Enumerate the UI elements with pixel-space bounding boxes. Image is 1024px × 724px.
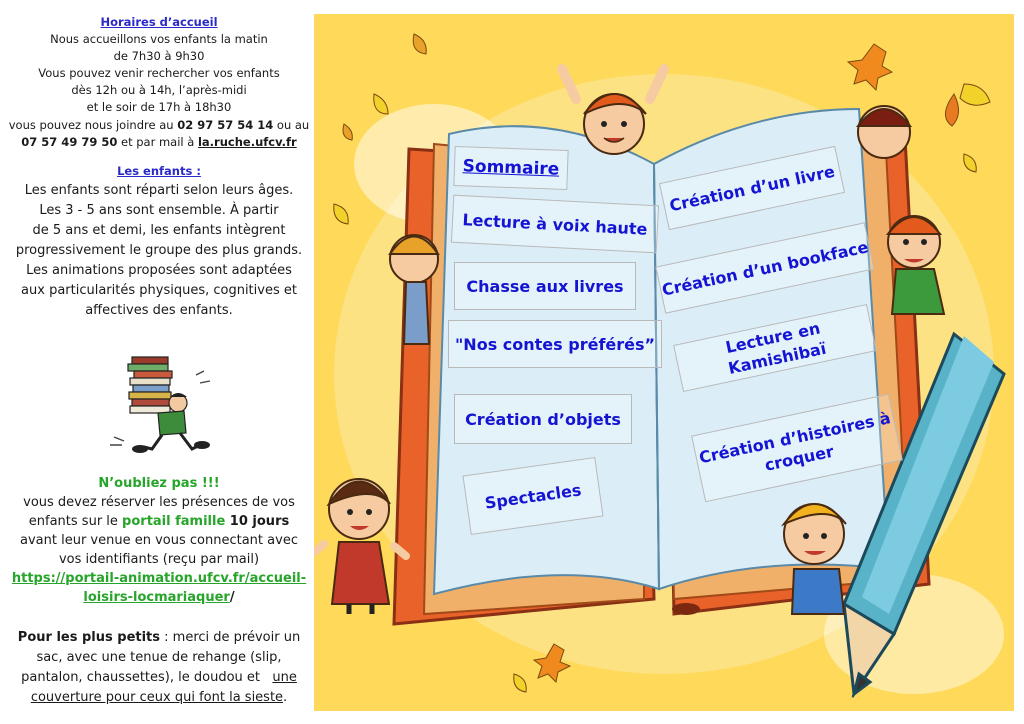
- contents-item-creation-livre[interactable]: Création d’un livre: [659, 146, 845, 230]
- boy-carrying-books-illustration: [100, 345, 218, 463]
- horaires-line: et le soir de 17h à 18h30: [86, 100, 232, 114]
- horaires-line: Vous pouvez venir rechercher vos enfants: [38, 66, 280, 80]
- oubliez-heading: N’oubliez pas !!!: [98, 476, 220, 491]
- portal-url-link-2[interactable]: loisirs-locmariaquer/: [83, 590, 235, 605]
- contact-line: vous pouvez nous joindre au 02 97 57 54 14 ou au: [8, 118, 310, 132]
- petits-line: sac, avec une tenue de rehange (slip,: [36, 650, 282, 665]
- sommaire-title: Sommaire: [453, 146, 568, 190]
- horaires-line: Nous accueillons vos enfants la matin: [50, 32, 268, 46]
- enfants-heading: Les enfants :: [117, 164, 201, 178]
- contents-item-lecture-voix-haute[interactable]: Lecture à voix haute: [451, 195, 659, 254]
- horaires-line: de 7h30 à 9h30: [113, 49, 205, 63]
- enfants-line: Les enfants sont réparti selon leurs âges.: [24, 183, 294, 198]
- phone-1: 02 97 57 54 14: [177, 118, 274, 132]
- horaires-line: dès 12h ou à 14h, l’après-midi: [71, 83, 247, 97]
- enfants-line: Les animations proposées sont adaptées: [26, 263, 292, 278]
- contents-item-creation-objets[interactable]: Création d’objets: [454, 394, 632, 444]
- oubliez-line: enfants sur le portail famille 10 jours: [28, 514, 290, 529]
- contents-item-spectacles[interactable]: Spectacles: [462, 457, 603, 535]
- book-background-illustration: [314, 14, 1014, 711]
- email-link[interactable]: la.ruche.ufcv.fr: [197, 135, 297, 149]
- enfants-line: aux particularités physiques, cognitives et: [21, 283, 297, 298]
- portail-famille: portail famille: [122, 514, 226, 529]
- contents-item-kamishibai[interactable]: Lecture en Kamishibaï: [673, 304, 877, 392]
- sommaire-illustration: [314, 14, 1014, 711]
- enfants-line: Les 3 - 5 ans sont ensemble. À partir: [39, 203, 279, 218]
- oubliez-line: vous devez réserver les présences de vos: [23, 495, 295, 510]
- contents-item-creation-histoires[interactable]: Création d’histoires à croquer: [691, 394, 903, 503]
- contents-item-creation-bookface[interactable]: Création d’un bookface: [655, 222, 874, 313]
- info-column: [0, 0, 318, 724]
- oubliez-line: avant leur venue en vous connectant avec: [20, 533, 298, 548]
- enfants-line: progressivement le groupe des plus grands.: [15, 243, 303, 258]
- enfants-line: de 5 ans et demi, les enfants intègrent: [32, 223, 286, 238]
- portal-url-link[interactable]: https://portail-animation.ufcv.fr/accueil-: [11, 571, 307, 586]
- contents-item-chasse-aux-livres[interactable]: Chasse aux livres: [454, 262, 636, 310]
- contact-line-2: 07 57 49 79 50 et par mail à la.ruche.ufcv.fr: [21, 135, 297, 149]
- oubliez-line: vos identifiants (reçu par mail): [58, 552, 260, 567]
- horaires-heading: Horaires d’accueil: [100, 15, 218, 29]
- petits-line: pantalon, chaussettes), le doudou et une: [21, 670, 297, 685]
- petits-line: couverture pour ceux qui font la sieste.: [30, 690, 288, 705]
- enfants-line: affectives des enfants.: [85, 303, 233, 318]
- petits-line: Pour les plus petits : merci de prévoir un: [17, 630, 301, 645]
- contents-item-nos-contes[interactable]: "Nos contes préférés”: [448, 320, 662, 368]
- phone-2: 07 57 49 79 50: [21, 135, 118, 149]
